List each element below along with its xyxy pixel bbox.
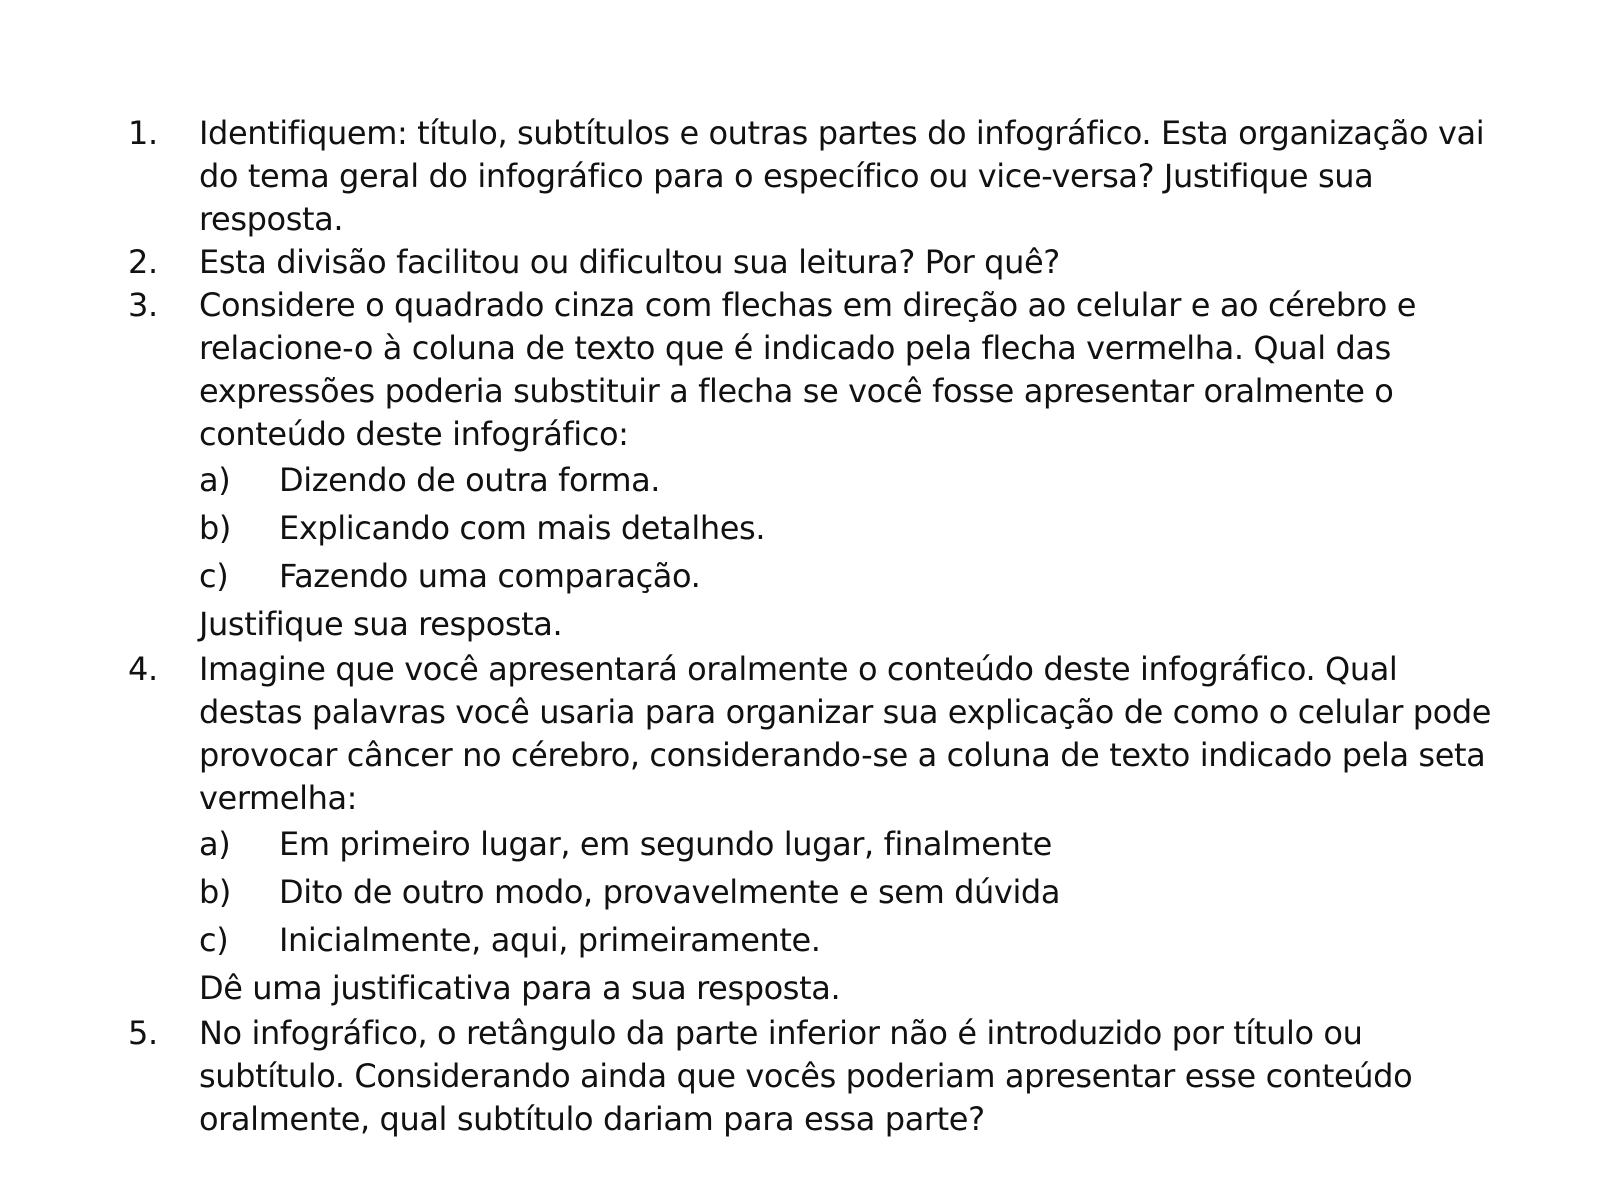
question-body [199, 284, 1508, 648]
question-number: 1. [128, 114, 158, 152]
question-text: Esta divisão facilitou ou dificultou sua leitura? Por quê? [199, 243, 1060, 281]
question-text: Imagine que você apresentará oralmente o conteúdo deste infográfico. Qual destas palavras você usaria para organizar sua explicação de como o celular pode provocar câncer no cérebro, considerando-se a coluna de texto indicado pela seta vermelha: [199, 650, 1492, 817]
option-letter: a) [199, 461, 231, 499]
option-list [199, 456, 1508, 600]
question-item [128, 1012, 1508, 1141]
option-letter: c) [199, 921, 229, 959]
question-body [199, 1012, 1508, 1141]
option-text: Em primeiro lugar, em segundo lugar, finalmente [279, 825, 1052, 863]
question-body [199, 648, 1508, 1012]
option-item [199, 456, 1508, 504]
question-instruction: Justifique sua resposta. [199, 605, 563, 643]
question-item [128, 112, 1508, 241]
question-text: Considere o quadrado cinza com flechas em direção ao celular e ao cérebro e relacione-o à coluna de texto que é indicado pela flecha vermelha. Qual das expressões poderia substituir a flecha se você fosse apresentar oralmente o conteúdo deste infográfico: [199, 286, 1417, 453]
question-number: 5. [128, 1014, 158, 1052]
question-item [128, 284, 1508, 648]
option-text: Dizendo de outra forma. [279, 461, 661, 499]
question-text: Identifiquem: título, subtítulos e outras partes do infográfico. Esta organização vai do tema geral do infográfico para o específico ou vice-versa? Justifique sua resposta. [199, 114, 1485, 238]
option-letter: c) [199, 557, 229, 595]
question-list [128, 112, 1508, 1141]
option-letter: b) [199, 509, 231, 547]
option-item [199, 916, 1508, 964]
option-item [199, 552, 1508, 600]
question-body [199, 241, 1508, 284]
option-list [199, 820, 1508, 964]
question-number: 4. [128, 650, 158, 688]
option-text: Dito de outro modo, provavelmente e sem dúvida [279, 873, 1061, 911]
question-body [199, 112, 1508, 241]
option-item [199, 504, 1508, 552]
question-number: 3. [128, 286, 158, 324]
option-letter: b) [199, 873, 231, 911]
option-item [199, 868, 1508, 916]
option-text: Explicando com mais detalhes. [279, 509, 766, 547]
question-item [128, 241, 1508, 284]
option-letter: a) [199, 825, 231, 863]
question-instruction: Dê uma justificativa para a sua resposta. [199, 969, 841, 1007]
question-item [128, 648, 1508, 1012]
option-item [199, 820, 1508, 868]
question-text: No infográfico, o retângulo da parte inferior não é introduzido por título ou subtítulo. Considerando ainda que vocês poderiam apresentar esse conteúdo oralmente, qual subtítulo dariam para essa parte? [199, 1014, 1413, 1138]
option-text: Inicialmente, aqui, primeiramente. [279, 921, 821, 959]
option-text: Fazendo uma comparação. [279, 557, 701, 595]
question-number: 2. [128, 243, 158, 281]
